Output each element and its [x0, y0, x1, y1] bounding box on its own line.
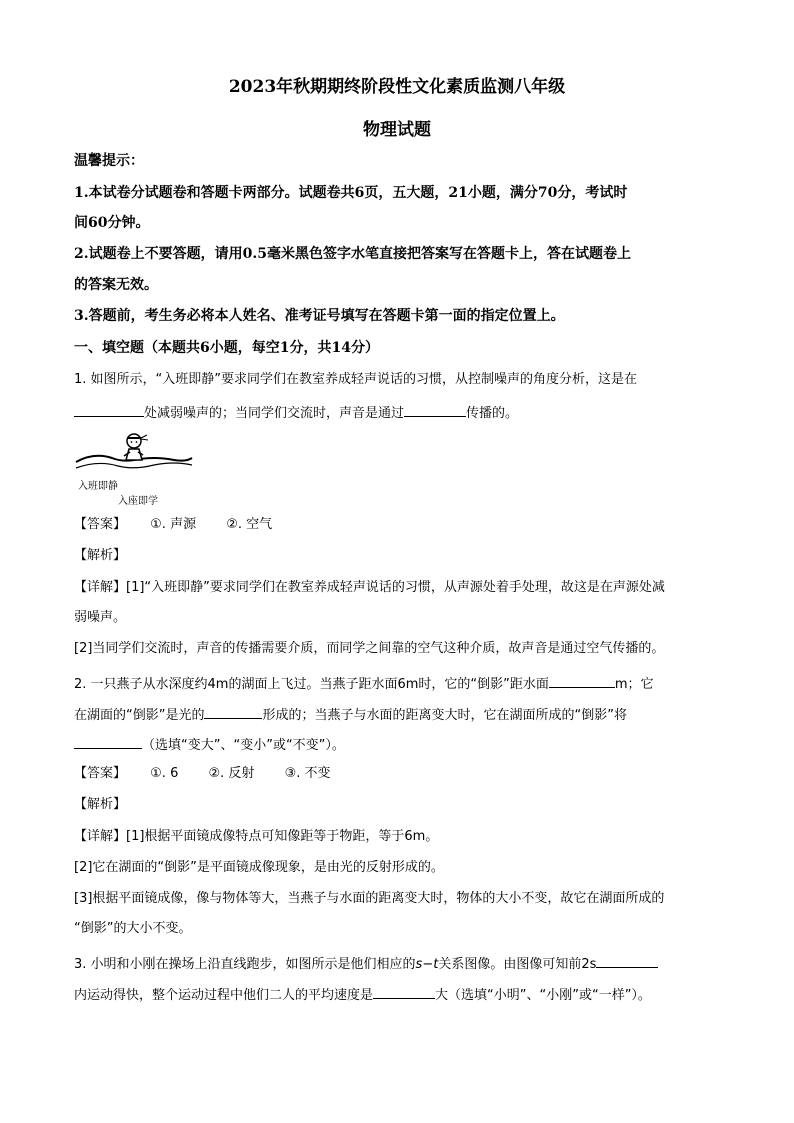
q2-stem-text-b: m；它 [614, 677, 654, 692]
q1-answer-2: ②. 空气 [226, 517, 273, 532]
q2-stem-text-d: 形成的；当燕子与水面的距离变大时，它在湖面所成的“倒影”将 [262, 708, 627, 723]
page-subtitle: 物理试题 [363, 120, 431, 140]
notice-item-1a: 1.本试卷分试题卷和答题卡两部分。试题卷共6页，五大题，21小题，满分70分，考试时 [74, 185, 628, 201]
q2-answer-2: ②. 反射 [208, 766, 255, 781]
notice-heading: 温馨提示： [74, 153, 144, 169]
q2-answer-label: 【答案】 [74, 766, 127, 781]
q1-stem-line1: 1. 如图所示，“入班即静”要求同学们在教室养成轻声说话的习惯，从控制噪声的角度分析，这是在 [74, 372, 638, 387]
notice-item-3: 3.答题前，考生务必将本人姓名、准考证号填写在答题卡第一面的指定位置上。 [74, 308, 565, 324]
q1-stem-line2 [74, 402, 518, 423]
q2-answer-2-text: 反射 [228, 766, 255, 781]
q2-answer-1-num: ① [150, 766, 162, 781]
q3-stem-line1 [74, 953, 658, 974]
q2-blank-3[interactable] [74, 734, 142, 749]
q2-answer-row [74, 765, 357, 783]
q1-blank-2[interactable] [404, 402, 466, 417]
q2-stem-line2 [74, 704, 627, 725]
q1-answer-label: 【答案】 [74, 517, 127, 532]
q2-stem-text-a: 2. 一只燕子从水深度约4m的湖面上飞过。当燕子距水面6m时，它的“倒影”距水面 [74, 677, 549, 692]
q1-stem-text-a: 处减弱噪声的；当同学们交流时，声音是通过 [144, 406, 405, 421]
q2-analysis-label: 【解析】 [74, 797, 127, 812]
q2-detail-3b: “倒影”的大小不变。 [74, 921, 192, 936]
figure-caption-1: 入班即静 [78, 481, 118, 492]
q2-answer-1: ①. 6 [150, 766, 179, 781]
q1-answer-1-num: ① [150, 517, 162, 532]
q2-stem-text-c: 在湖面的“倒影”是光的 [74, 708, 205, 723]
q2-answer-1-text: 6 [170, 766, 179, 781]
q2-detail-3a: [3]根据平面镜成像，像与物体等大，当燕子与水面的距离变大时，物体的大小不变，故它在湖面所成的 [74, 891, 665, 906]
q1-answer-2-num: ② [226, 517, 238, 532]
q3-math-st: s−t [415, 957, 439, 972]
section-heading: 一、填空题（本题共6小题，每空1分，共14分） [74, 340, 379, 356]
q2-detail-1: 【详解】[1]根据平面镜成像特点可知像距等于物距，等于6m。 [74, 829, 439, 844]
q1-detail-2: [2]当同学们交流时，声音的传播需要介质，而同学之间靠的空气这种介质，故声音是通过空气传播的。 [74, 641, 665, 656]
q3-stem-text-d: 大（选填“小明”、“小刚”或“一样”）。 [435, 988, 651, 1003]
q1-answer-row [74, 516, 298, 534]
q2-answer-3-text: 不变 [304, 766, 331, 781]
q1-answer-2-text: 空气 [246, 517, 273, 532]
q2-blank-2[interactable] [204, 704, 262, 719]
q1-analysis-label: 【解析】 [74, 548, 127, 563]
page-title: 2023年秋期期终阶段性文化素质监测八年级 [228, 77, 566, 97]
q3-blank-2[interactable] [373, 984, 435, 999]
q1-stem-text-b: 传播的。 [466, 406, 519, 421]
q3-stem-text-a: 3. 小明和小刚在操场上沿直线跑步，如图所示是他们相应的 [74, 957, 416, 972]
q2-stem-line3 [74, 734, 345, 755]
q2-detail-2: [2]它在湖面的“倒影”是平面镜成像现象，是由光的反射形成的。 [74, 860, 444, 875]
q2-stem-text-e: （选填“变大”、“变小”或“不变”）。 [142, 738, 345, 753]
q1-detail-1b: 弱噪声。 [74, 610, 127, 625]
q2-answer-3: ③. 不变 [284, 766, 331, 781]
q1-blank-1[interactable] [74, 402, 144, 417]
q2-answer-2-num: ② [208, 766, 221, 781]
quiet-entry-illustration [74, 432, 198, 510]
q2-blank-1[interactable] [549, 673, 615, 688]
q3-stem-text-b: 关系图像。由图像可知前2s [438, 957, 597, 972]
q2-answer-3-num: ③ [284, 766, 297, 781]
q2-stem-line1 [74, 673, 654, 694]
notice-item-2b: 的答案无效。 [74, 277, 158, 293]
q3-blank-1[interactable] [596, 953, 658, 968]
q3-stem-text-c: 内运动得快，整个运动过程中他们二人的平均速度是 [74, 988, 374, 1003]
q3-stem-line2 [74, 984, 651, 1005]
notice-item-1b: 间60分钟。 [74, 215, 150, 231]
figure-caption-2: 入座即学 [118, 496, 158, 507]
q1-answer-1-text: 声源 [170, 517, 197, 532]
q1-answer-1: ①. 声源 [150, 517, 197, 532]
q1-detail-1a: 【详解】[1]“入班即静”要求同学们在教室养成轻声说话的习惯，从声源处着手处理，故这是在声源处减 [74, 580, 665, 595]
notice-item-2a: 2.试题卷上不要答题，请用0.5毫米黑色签字水笔直接把答案写在答题卡上，答在试题卷上 [74, 246, 631, 262]
